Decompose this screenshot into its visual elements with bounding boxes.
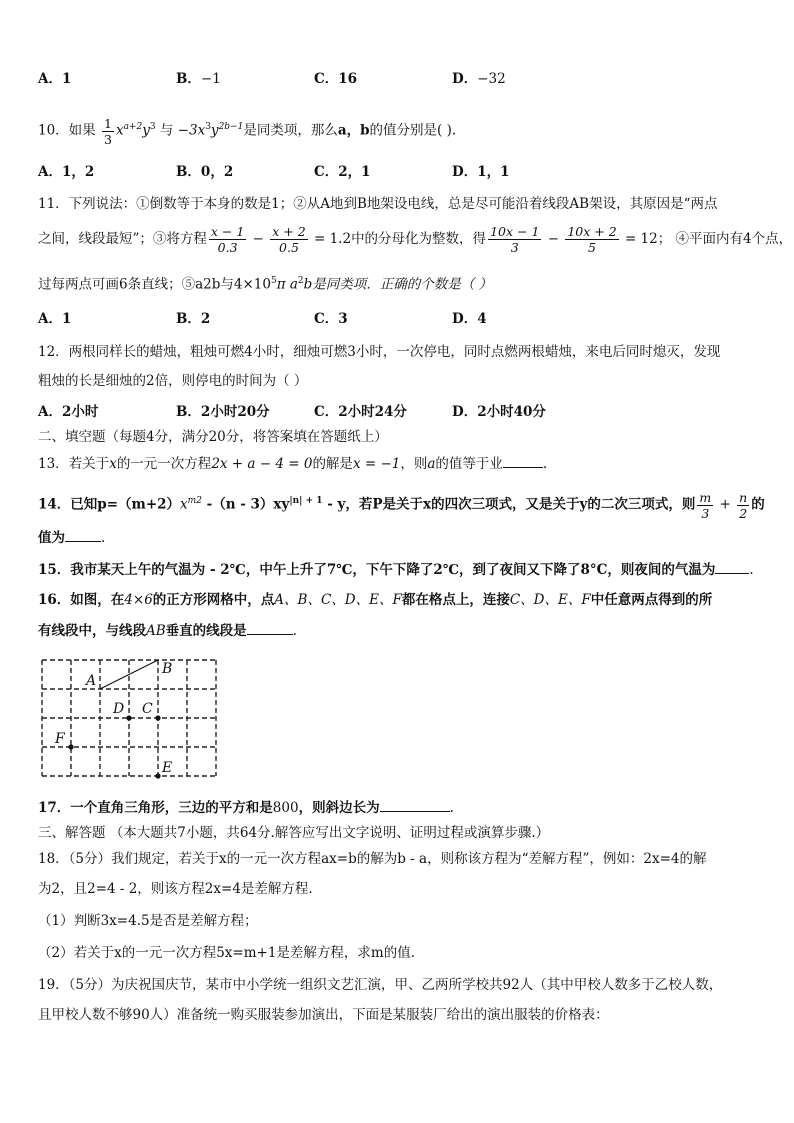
question-16-line-1: 16．如图，在4×6的正方形网格中，点A、B、C、D、E、F都在格点上，连接C、D、E、F中任意两点得到的所 <box>38 592 713 608</box>
answer-blank[interactable] <box>503 453 543 468</box>
question-18-line-1: 18．（5分）我们规定，若关于x的一元一次方程ax=b的解为b - a，则称该方程为“差解方程”，例如：2x=4的解 <box>38 851 707 867</box>
question-14-line-2: 值为 . <box>38 527 105 548</box>
option-a: A．1，2 <box>38 164 95 180</box>
option-c: C．2小时24分 <box>314 404 407 420</box>
option-a: A．2小时 <box>38 404 99 420</box>
label-a: A <box>86 673 97 689</box>
label-e: E <box>162 760 173 776</box>
option-a: A．1 <box>38 71 72 87</box>
answer-blank[interactable] <box>715 559 749 574</box>
fraction: $\frac{m}{3}$ <box>699 489 712 521</box>
question-19-line-2: 且甲校人数不够90人）准备统一购买服装参加演出，下面是某服装厂给出的演出服装的价格表： <box>38 1007 609 1023</box>
answer-blank[interactable] <box>65 527 101 542</box>
option-c: C．16 <box>314 71 358 87</box>
option-b: B．−1 <box>176 71 221 87</box>
question-18-part-1: （1）判断3x=4.5是否是差解方程； <box>38 913 258 929</box>
question-11-line-2: 之间，线段最短”；③将方程 $\frac{x - 1}{0.3}$ − $\frac{x + 2}{0.5}$ = 1.2中的分母化为整数，得 $\frac{10x - 1}{3}$ − $\frac{10x + 2}{5}$ = 12； ④平面内有4个点， <box>38 224 793 255</box>
section-3-heading: 三、解答题 （本大题共7小题，共64分.解答应写出文字说明、证明过程或演算步骤.） <box>38 825 550 841</box>
answer-blank[interactable] <box>247 620 293 635</box>
label-d: D <box>113 701 125 717</box>
question-16-line-2: 有线段中，与线段AB垂直的线段是 . <box>38 620 297 641</box>
question-11-line-3: 过每两点可画6条直线；⑤a2b与$4\times 10^5\pi$ $a^2b$是同类项．正确的个数是（ ） <box>38 276 493 293</box>
option-c: C．2，1 <box>314 164 371 180</box>
question-13: 13．若关于x的一元一次方程2x + a − 4 = 0的解是x = −1，则a的值等于业 . <box>38 453 547 474</box>
q11-options <box>38 309 758 329</box>
fraction: $\frac{n}{2}$ <box>739 489 748 521</box>
option-b: B．0，2 <box>176 164 234 180</box>
option-b: B．2 <box>176 311 211 327</box>
label-b: B <box>162 661 173 677</box>
option-d: D．2小时40分 <box>452 404 546 420</box>
option-d: D．4 <box>452 311 487 327</box>
question-18-line-2: 为2，且2=4 - 2，则该方程2x=4是差解方程. <box>38 881 313 897</box>
question-15: 15．我市某天上午的气温为 - 2℃，中午上升了7℃，下午下降了2℃，到了夜间又下降了8°C，则夜间的气温为 . <box>38 559 754 580</box>
question-11-line-1: 11．下列说法：①倒数等于本身的数是1；②从A地到B地架设电线，总是尽可能沿着线段AB架设，其原因是“两点 <box>38 196 718 212</box>
point-f <box>68 744 73 749</box>
fraction: $\frac{10x - 1}{3}$ <box>490 224 540 255</box>
question-10: 10．如果 $\frac{1}{3}$ $x^{a+2}y^3$ 与 $-3x^3y^{2b-1}$是同类项，那么a，b的值分别是( ). <box>38 115 457 147</box>
point-c <box>155 715 160 720</box>
q10-options <box>38 162 758 182</box>
section-2-heading: 二、填空题（每题4分，满分20分，将答案填在答题纸上） <box>38 429 388 445</box>
fraction: $\frac{x - 1}{0.3}$ <box>210 224 245 255</box>
question-19-line-1: 19．（5分）为庆祝国庆节，某市中小学统一组织文艺汇演，甲、乙两所学校共92人（其中甲校人数多于乙校人数， <box>38 977 723 993</box>
label-c: C <box>142 701 153 717</box>
question-12-line-2: 粗烛的长是细烛的2倍，则停电的时间为（ ） <box>38 373 308 389</box>
q9-options <box>38 69 758 89</box>
option-c: C．3 <box>314 311 348 327</box>
grid-figure <box>38 655 222 781</box>
option-a: A．1 <box>38 311 72 327</box>
point-d <box>126 715 131 720</box>
question-17: 17．一个直角三角形，三边的平方和是800，则斜边长为 . <box>38 797 454 818</box>
option-d: D．−32 <box>452 71 506 87</box>
option-d: D．1，1 <box>452 164 510 180</box>
question-14-line-1: 14．已知$p=(m+2)x^{m2}$ $-(n - 3)xy^{|n| + 1}$ - y，若P是关于x的四次三项式，又是关于y的二次三项式，则 $\frac{m}{3}$ + $\frac{n}{2}$ 的 <box>38 489 765 521</box>
question-18-part-2: （2）若关于x的一元一次方程5x=m+1是差解方程，求m的值. <box>38 945 416 961</box>
fraction: $\frac{x + 2}{0.5}$ <box>272 224 306 255</box>
fraction: $\frac{10x + 2}{5}$ <box>567 224 617 255</box>
point-e <box>155 773 160 778</box>
question-12-line-1: 12．两根同样长的蜡烛，粗烛可燃4小时，细烛可燃3小时，一次停电，同时点燃两根蜡烛，来电后同时熄灭，发现 <box>38 344 721 360</box>
q12-options <box>38 402 758 422</box>
answer-blank[interactable] <box>380 797 450 812</box>
label-f: F <box>55 731 65 747</box>
fraction: $\frac{1}{3}$ <box>103 115 112 147</box>
option-b: B．2小时20分 <box>176 404 270 420</box>
